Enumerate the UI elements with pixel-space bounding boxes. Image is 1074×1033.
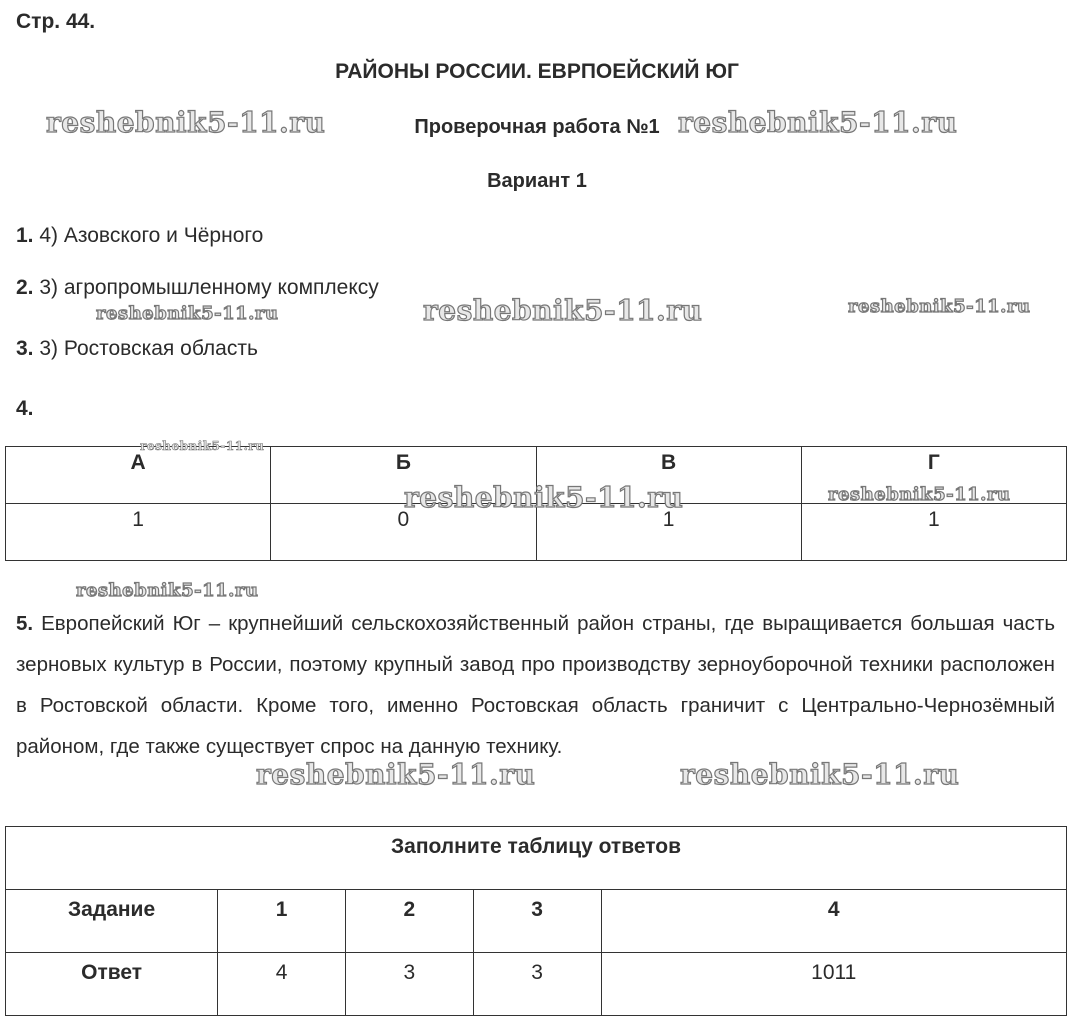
answer-2	[16, 276, 379, 300]
task-number-1: 1	[218, 890, 346, 953]
answer-3	[16, 337, 258, 361]
variant-label: Вариант 1	[487, 170, 587, 192]
matching-value-b: 0	[271, 504, 536, 561]
page-title: РАЙОНЫ РОССИИ. ЕВРПОЕЙСКИЙ ЮГ	[335, 60, 739, 83]
watermark: reshebnik5-11.ru	[680, 758, 960, 791]
watermark: reshebnik5-11.ru	[256, 758, 536, 791]
answer-3-num: 3.	[16, 337, 34, 360]
matching-value-v: 1	[536, 504, 801, 561]
watermark: reshebnik5-11.ru	[678, 106, 958, 139]
answer-value-1: 4	[218, 953, 346, 1016]
answer-3-text: 3) Ростовская область	[33, 337, 258, 360]
watermark: reshebnik5-11.ru	[423, 294, 703, 327]
watermark: reshebnik5-11.ru	[140, 439, 265, 453]
watermark: reshebnik5-11.ru	[848, 296, 1031, 317]
answer-value-2: 3	[345, 953, 473, 1016]
answer-2-text: 3) агропромышленному комплексу	[33, 276, 379, 299]
task-row-label: Задание	[6, 890, 218, 953]
watermark: reshebnik5-11.ru	[46, 106, 326, 139]
task-number-2: 2	[345, 890, 473, 953]
answer-2-num: 2.	[16, 276, 34, 299]
answers-table-answer-row	[6, 953, 1067, 1016]
answers-table-caption: Заполните таблицу ответов	[6, 827, 1067, 890]
answers-table-caption-row	[6, 827, 1067, 890]
answer-value-3: 3	[473, 953, 601, 1016]
task-number-3: 3	[473, 890, 601, 953]
answer-value-4: 1011	[601, 953, 1066, 1016]
answer-1-text: 4) Азовского и Чёрного	[33, 224, 264, 247]
page-number: Стр. 44.	[16, 10, 96, 33]
matching-value-a: 1	[6, 504, 271, 561]
work-title: Проверочная работа №1	[414, 116, 660, 138]
answers-table-task-row	[6, 890, 1067, 953]
answer-5	[16, 603, 1055, 767]
answer-1	[16, 224, 263, 248]
matching-header-b: Б	[271, 447, 536, 504]
matching-header-g: Г	[801, 447, 1066, 504]
matching-header-v: В	[536, 447, 801, 504]
answer-5-text: Европейский Юг – крупнейший сельскохозяйственный район страны, где выращивается большая часть зерновых культур в России, поэтому крупный завод про производству зерноуборочной техники расположен в Ростовской области. Кроме того, именно Ростовская область граничит с Центрально-Чернозёмный районом, где также существует спрос на данную технику.	[16, 612, 1055, 758]
answers-table	[5, 826, 1067, 1016]
answer-4-num: 4.	[16, 397, 34, 420]
task-number-4: 4	[601, 890, 1066, 953]
watermark: reshebnik5-11.ru	[76, 580, 259, 601]
answer-5-num: 5.	[16, 612, 34, 635]
matching-header-a: А	[6, 447, 271, 504]
watermark: reshebnik5-11.ru	[404, 481, 684, 514]
answer-1-num: 1.	[16, 224, 34, 247]
answer-row-label: Ответ	[6, 953, 218, 1016]
watermark: reshebnik5-11.ru	[96, 303, 279, 324]
matching-value-g: 1	[801, 504, 1066, 561]
watermark: reshebnik5-11.ru	[828, 484, 1011, 505]
answer-4	[16, 397, 34, 421]
